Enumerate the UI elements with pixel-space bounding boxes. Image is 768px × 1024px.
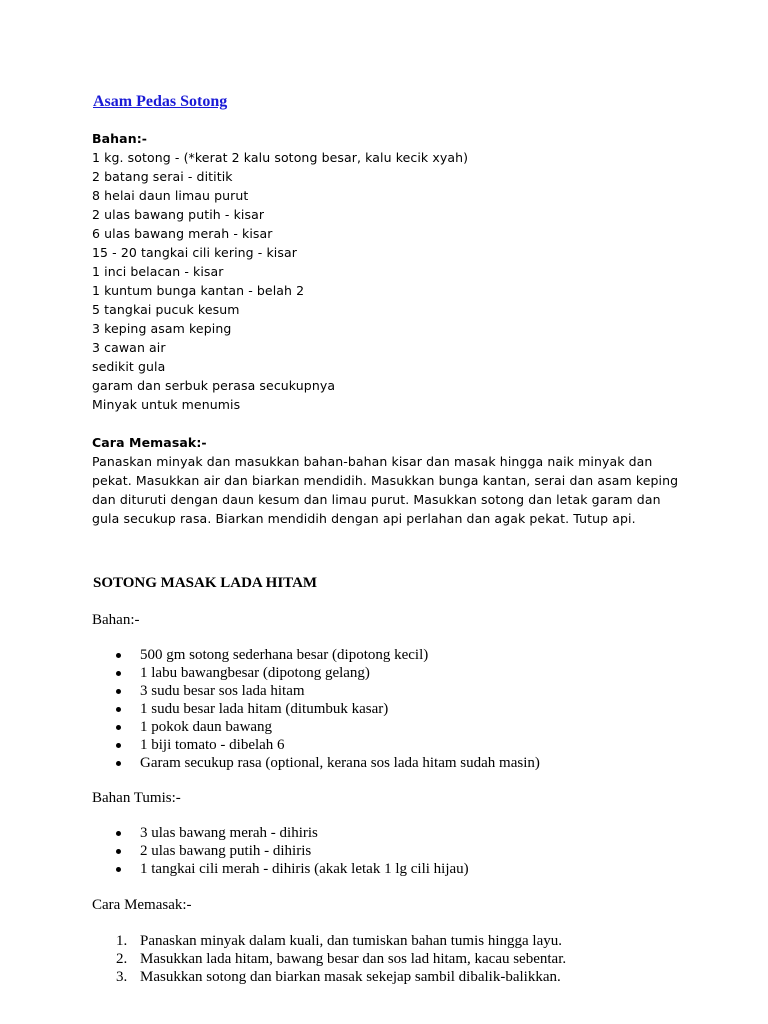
list-item: 500 gm sotong sederhana besar (dipotong kecil) xyxy=(92,646,540,664)
step-number: 1. xyxy=(116,933,128,949)
ingredient-line: garam dan serbuk perasa secukupnya xyxy=(92,378,336,393)
step-item xyxy=(92,950,566,968)
method-line: pekat. Masukkan air dan biarkan mendidih. Masukkan bunga kantan, serai dan asam keping xyxy=(92,473,679,488)
recipe1-title-link[interactable]: Asam Pedas Sotong xyxy=(93,93,228,110)
step-item xyxy=(92,968,566,986)
list-item: 2 ulas bawang putih - dihiris xyxy=(92,842,469,860)
ingredient-line: 5 tangkai pucuk kesum xyxy=(92,302,240,317)
ingredient-line: 1 kuntum bunga kantan - belah 2 xyxy=(92,283,305,298)
recipe2-ingredient-list xyxy=(92,646,540,772)
step-item xyxy=(92,932,566,950)
recipe1-method-section xyxy=(92,433,679,528)
ingredient-line: Minyak untuk menumis xyxy=(92,397,241,412)
list-item: 1 tangkai cili merah - dihiris (akak letak 1 lg cili hijau) xyxy=(92,860,469,878)
ingredient-line: 6 ulas bawang merah - kisar xyxy=(92,226,273,241)
recipe2-steps-list xyxy=(92,932,566,986)
method-line: gula secukup rasa. Biarkan mendidih dengan api perlahan dan agak pekat. Tutup api. xyxy=(92,511,636,526)
step-text: Masukkan lada hitam, bawang besar dan sos lad hitam, kacau sebentar. xyxy=(140,951,567,967)
list-item: 1 labu bawangbesar (dipotong gelang) xyxy=(92,664,540,682)
ingredient-line: 1 inci belacan - kisar xyxy=(92,264,224,279)
list-item: 1 pokok daun bawang xyxy=(92,718,540,736)
recipe2-bahan-label: Bahan:- xyxy=(92,612,140,628)
list-item: Garam secukup rasa (optional, kerana sos lada hitam sudah masin) xyxy=(92,754,540,772)
ingredient-line: 3 keping asam keping xyxy=(92,321,232,336)
ingredient-line: 2 ulas bawang putih - kisar xyxy=(92,207,265,222)
recipe1-ingredients-section xyxy=(92,129,468,414)
ingredient-line: 8 helai daun limau purut xyxy=(92,188,249,203)
step-text: Masukkan sotong dan biarkan masak sekejap sambil dibalik-balikkan. xyxy=(140,969,561,985)
recipe1-bahan-label: Bahan:- xyxy=(92,131,148,146)
ingredient-line: 2 batang serai - dititik xyxy=(92,169,233,184)
ingredient-line: 1 kg. sotong - (*kerat 2 kalu sotong besar, kalu kecik xyah) xyxy=(92,150,469,165)
recipe2-cara-label: Cara Memasak:- xyxy=(92,897,192,913)
ingredient-line: 15 - 20 tangkai cili kering - kisar xyxy=(92,245,297,260)
method-line: Panaskan minyak dan masukkan bahan-bahan kisar dan masak hingga naik minyak dan xyxy=(92,454,653,469)
method-line: dan dituruti dengan daun kesum dan limau purut. Masukkan sotong dan letak garam dan xyxy=(92,492,661,507)
step-number: 2. xyxy=(116,951,128,967)
ingredient-line: 3 cawan air xyxy=(92,340,166,355)
list-item: 3 sudu besar sos lada hitam xyxy=(92,682,540,700)
recipe2-tumis-label: Bahan Tumis:- xyxy=(92,790,181,806)
step-number: 3. xyxy=(116,969,128,985)
list-item: 1 biji tomato - dibelah 6 xyxy=(92,736,540,754)
ingredient-line: sedikit gula xyxy=(92,359,166,374)
list-item: 3 ulas bawang merah - dihiris xyxy=(92,824,469,842)
recipe1-cara-label: Cara Memasak:- xyxy=(92,435,207,450)
recipe2-title: SOTONG MASAK LADA HITAM xyxy=(93,575,318,591)
step-text: Panaskan minyak dalam kuali, dan tumiskan bahan tumis hingga layu. xyxy=(140,933,562,949)
recipe2-tumis-list xyxy=(92,824,469,878)
list-item: 1 sudu besar lada hitam (ditumbuk kasar) xyxy=(92,700,540,718)
